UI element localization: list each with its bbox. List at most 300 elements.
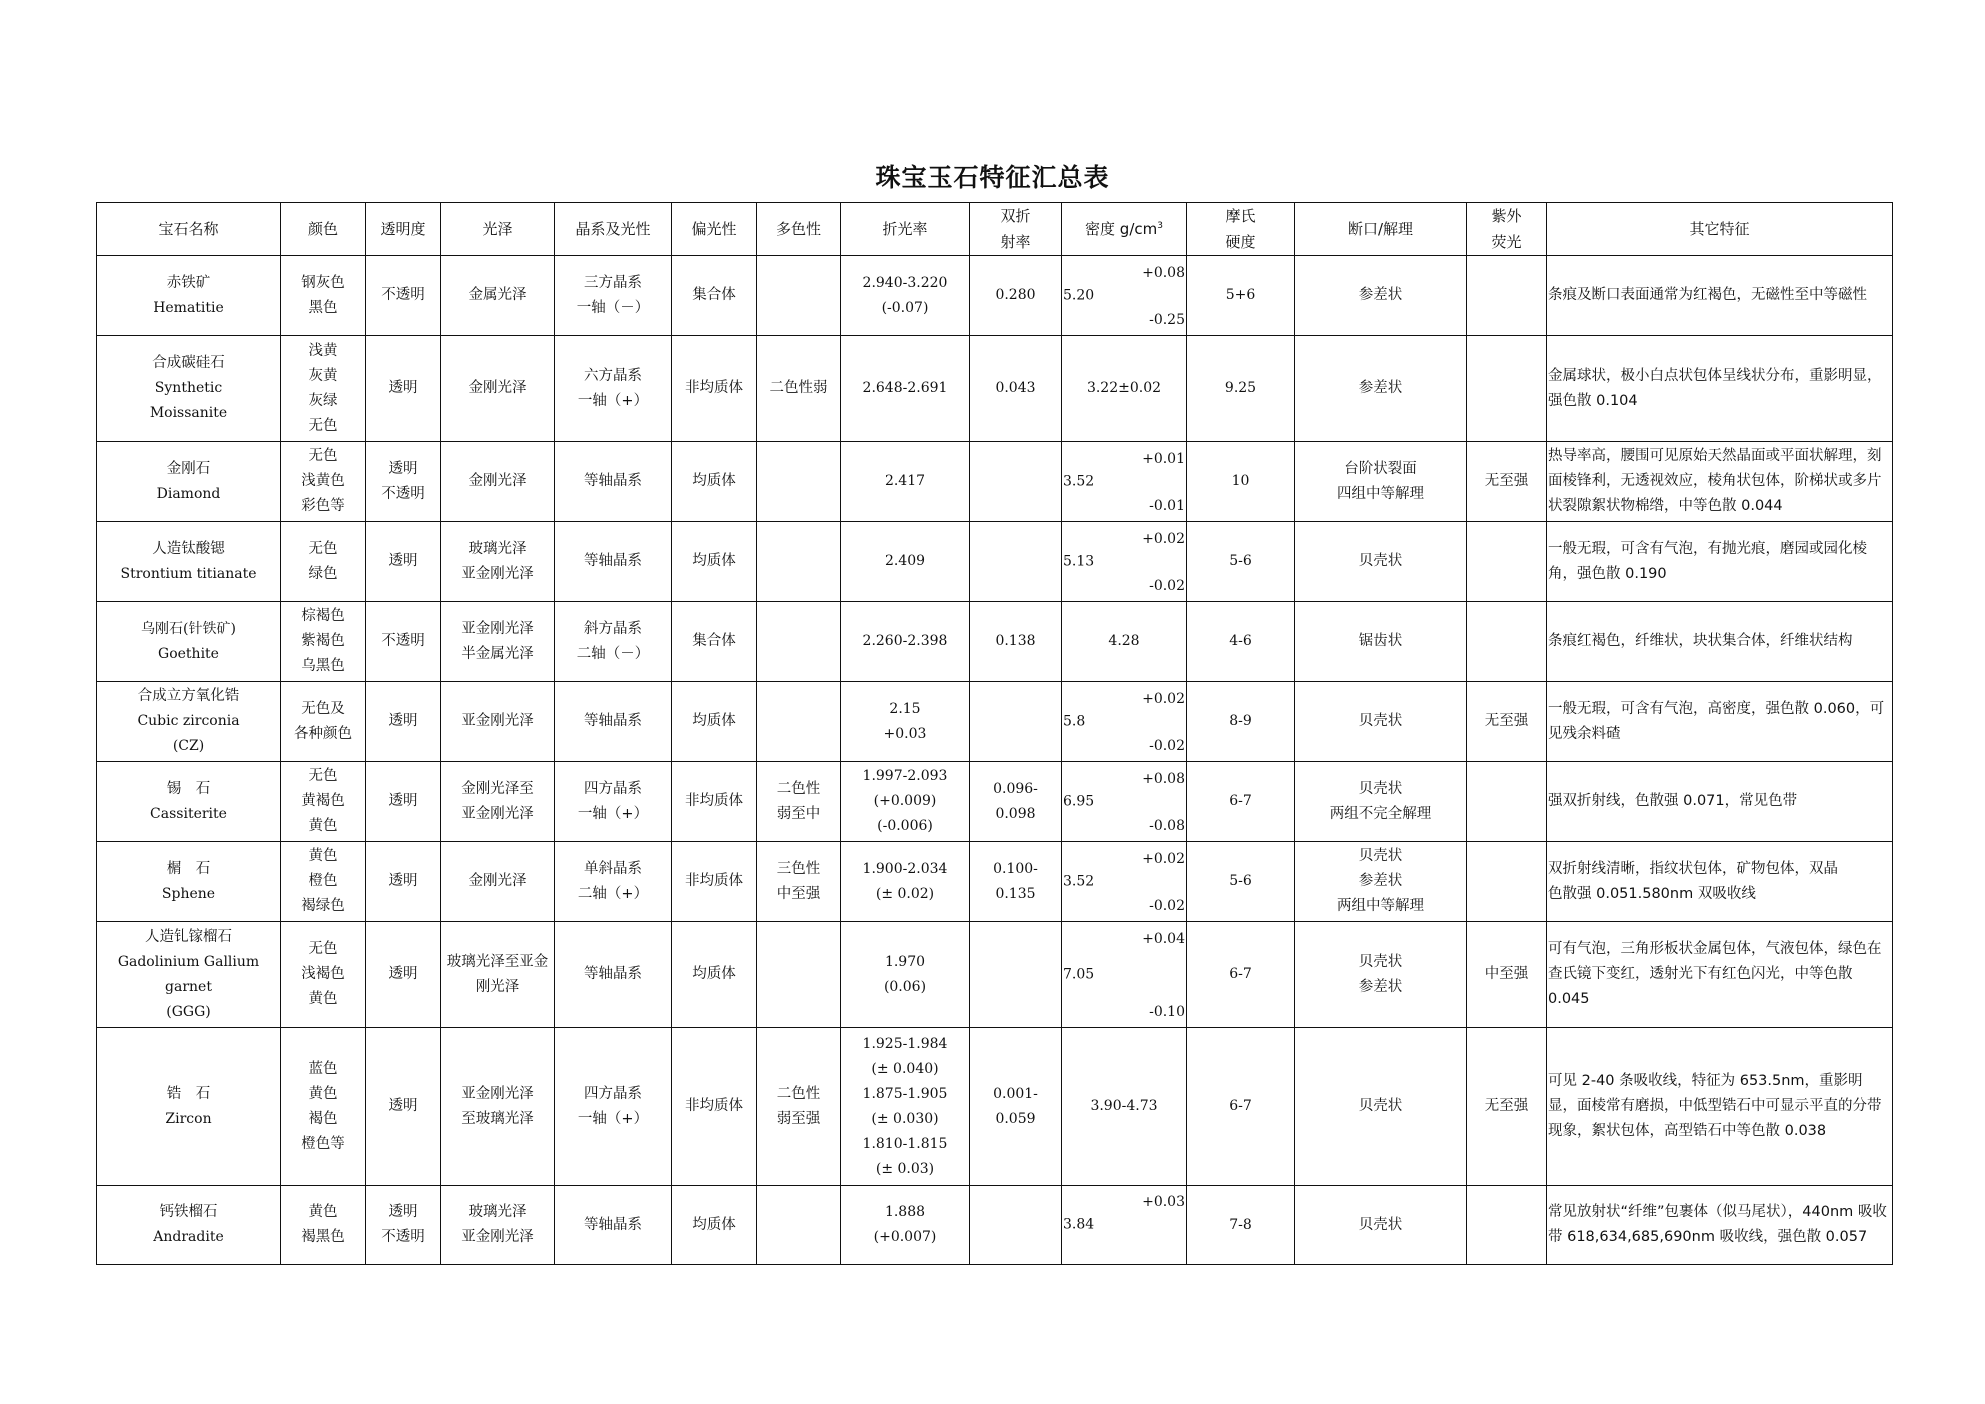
cell-pleochroism bbox=[757, 336, 841, 442]
density-value: 5.8 bbox=[1063, 713, 1086, 729]
cell-luster bbox=[441, 336, 555, 442]
color-line: 无色 bbox=[308, 540, 338, 557]
transparency-line: 透明 bbox=[388, 1204, 418, 1220]
cell-uv bbox=[1467, 762, 1547, 842]
cell-luster bbox=[441, 442, 555, 522]
uv-line: 无至强 bbox=[1484, 713, 1529, 729]
density-value: 6.95 bbox=[1063, 793, 1095, 809]
color-line: 橙色 bbox=[308, 873, 338, 889]
polarization-line: 集合体 bbox=[692, 287, 736, 303]
cell-ri bbox=[841, 762, 970, 842]
cell-polarization bbox=[672, 1186, 757, 1265]
header-label: 偏光性 bbox=[691, 220, 737, 238]
luster-line: 亚金刚光泽 bbox=[461, 565, 534, 582]
ri-line: 1.925-1.984 bbox=[862, 1035, 948, 1052]
cell-pleochroism bbox=[757, 256, 841, 336]
cell-polarization bbox=[672, 602, 757, 682]
header-label: 多色性 bbox=[775, 220, 821, 238]
cell-color bbox=[281, 1186, 366, 1265]
luster-line: 金刚光泽 bbox=[468, 473, 527, 489]
cell-fracture bbox=[1295, 522, 1467, 602]
header-label: 紫外 bbox=[1491, 207, 1522, 225]
table-row bbox=[97, 1028, 1893, 1186]
cell-polarization bbox=[672, 682, 757, 762]
color-line: 乌黑色 bbox=[301, 658, 345, 674]
density-value: 7.05 bbox=[1063, 966, 1095, 982]
birefringence-line: 0.135 bbox=[995, 885, 1036, 902]
density-lower-tolerance: -0.01 bbox=[1149, 497, 1185, 514]
cell-pleochroism bbox=[757, 522, 841, 602]
header-uv bbox=[1467, 203, 1547, 256]
cell-crystal bbox=[555, 922, 672, 1028]
cell-transparency bbox=[366, 762, 441, 842]
cell-pleochroism bbox=[757, 842, 841, 922]
luster-line: 刚光泽 bbox=[475, 978, 520, 995]
name-line: Sphene bbox=[161, 885, 216, 902]
header-label: 双折 bbox=[1000, 207, 1031, 225]
cell-polarization bbox=[672, 442, 757, 522]
cell-pleochroism bbox=[757, 762, 841, 842]
cell-pleochroism bbox=[757, 1186, 841, 1265]
transparency-line: 透明 bbox=[388, 793, 418, 809]
color-line: 灰黄 bbox=[308, 367, 338, 384]
ri-line: +0.03 bbox=[883, 725, 927, 742]
color-line: 浅褐色 bbox=[301, 966, 345, 982]
polarization-line: 非均质体 bbox=[685, 380, 743, 396]
density-value: 3.90-4.73 bbox=[1090, 1098, 1158, 1114]
cell-pleochroism bbox=[757, 602, 841, 682]
density-upper-tolerance: +0.01 bbox=[1142, 450, 1185, 467]
crystal-line: 四方晶系 bbox=[584, 780, 642, 797]
cell-polarization bbox=[672, 522, 757, 602]
transparency-line: 透明 bbox=[388, 460, 418, 477]
cell-luster bbox=[441, 842, 555, 922]
cell-transparency bbox=[366, 336, 441, 442]
cell-luster bbox=[441, 1186, 555, 1265]
luster-line: 金刚光泽 bbox=[468, 380, 527, 396]
ri-line: (± 0.02) bbox=[875, 885, 935, 902]
name-line: (GGG) bbox=[166, 1003, 211, 1020]
name-line: Moissanite bbox=[149, 405, 228, 421]
cell-hardness bbox=[1187, 522, 1295, 602]
unit-superscript: 3 bbox=[1157, 221, 1163, 231]
name-line: Hematitie bbox=[153, 299, 224, 316]
cell-crystal bbox=[555, 1028, 672, 1186]
cell-color bbox=[281, 922, 366, 1028]
cell-transparency bbox=[366, 1186, 441, 1265]
cell-ri bbox=[841, 522, 970, 602]
fracture-line: 两组中等解理 bbox=[1337, 898, 1424, 914]
color-line: 蓝色 bbox=[308, 1060, 338, 1077]
name-line: 榍 石 bbox=[166, 860, 211, 877]
crystal-line: 等轴晶系 bbox=[584, 966, 642, 982]
name-line: Goethite bbox=[158, 645, 219, 662]
cell-color bbox=[281, 842, 366, 922]
cell-name bbox=[97, 522, 281, 602]
cell-fracture bbox=[1295, 762, 1467, 842]
name-line: 金刚石 bbox=[166, 460, 211, 477]
header-label: 晶系及光性 bbox=[575, 220, 651, 238]
density-lower-tolerance: -0.08 bbox=[1149, 817, 1185, 834]
cell-crystal bbox=[555, 602, 672, 682]
color-line: 彩色等 bbox=[301, 498, 345, 514]
fracture-line: 锯齿状 bbox=[1358, 633, 1403, 649]
cell-polarization bbox=[672, 842, 757, 922]
transparency-line: 透明 bbox=[388, 966, 418, 982]
luster-line: 亚金刚光泽 bbox=[461, 805, 534, 822]
cell-transparency bbox=[366, 442, 441, 522]
cell-other bbox=[1547, 682, 1893, 762]
hardness-line: 6-7 bbox=[1229, 793, 1252, 809]
cell-luster bbox=[441, 602, 555, 682]
other-text: 双折射线清晰，指纹状包体，矿物包体，双晶 bbox=[1548, 860, 1838, 877]
cell-uv bbox=[1467, 336, 1547, 442]
cell-density bbox=[1062, 1186, 1187, 1265]
hardness-line: 10 bbox=[1231, 473, 1250, 489]
name-line: 人造钆镓榴石 bbox=[145, 928, 232, 945]
fracture-line: 贝壳状 bbox=[1358, 848, 1403, 864]
pleochroism-line: 弱至中 bbox=[776, 805, 821, 822]
cell-density bbox=[1062, 682, 1187, 762]
luster-line: 亚金刚光泽 bbox=[461, 1085, 534, 1102]
hardness-line: 4-6 bbox=[1229, 633, 1252, 649]
color-line: 无色及 bbox=[301, 700, 345, 717]
pleochroism-line: 中至强 bbox=[776, 885, 821, 902]
cell-polarization bbox=[672, 336, 757, 442]
cell-birefringence bbox=[970, 1028, 1062, 1186]
cell-density bbox=[1062, 922, 1187, 1028]
fracture-line: 参差状 bbox=[1358, 287, 1403, 303]
ri-line: (+0.007) bbox=[873, 1229, 937, 1245]
polarization-line: 集合体 bbox=[692, 633, 736, 649]
color-line: 无色 bbox=[308, 768, 338, 784]
color-line: 钢灰色 bbox=[301, 274, 345, 291]
name-line: Diamond bbox=[156, 485, 221, 502]
cell-crystal bbox=[555, 842, 672, 922]
cell-other bbox=[1547, 762, 1893, 842]
birefringence-line: 0.043 bbox=[995, 380, 1036, 396]
cell-fracture bbox=[1295, 682, 1467, 762]
cell-hardness bbox=[1187, 682, 1295, 762]
density-value: 3.22±0.02 bbox=[1086, 380, 1162, 396]
crystal-line: 等轴晶系 bbox=[584, 713, 642, 729]
fracture-line: 贝壳状 bbox=[1358, 1098, 1403, 1114]
ri-line: 1.997-2.093 bbox=[862, 768, 948, 784]
cell-crystal bbox=[555, 442, 672, 522]
density-upper-tolerance: +0.04 bbox=[1142, 930, 1185, 947]
cell-transparency bbox=[366, 602, 441, 682]
uv-line: 中至强 bbox=[1484, 966, 1529, 982]
density-value: 3.84 bbox=[1063, 1216, 1095, 1233]
name-line: 锡 石 bbox=[166, 780, 211, 797]
color-line: 紫褐色 bbox=[301, 633, 345, 649]
table-row bbox=[97, 336, 1893, 442]
gem-feature-table bbox=[96, 202, 1893, 1265]
cell-transparency bbox=[366, 842, 441, 922]
crystal-line: 等轴晶系 bbox=[584, 553, 642, 569]
cell-other bbox=[1547, 602, 1893, 682]
cell-transparency bbox=[366, 682, 441, 762]
header-pleochroism bbox=[757, 203, 841, 256]
name-line: Cubic zirconia bbox=[137, 713, 240, 729]
density-upper-tolerance: +0.02 bbox=[1142, 850, 1185, 867]
cell-ri bbox=[841, 682, 970, 762]
density-value: 5.13 bbox=[1063, 553, 1095, 569]
header-label: 宝石名称 bbox=[158, 220, 219, 238]
header-label: 硬度 bbox=[1225, 233, 1256, 251]
ri-line: (± 0.03) bbox=[875, 1160, 935, 1177]
cell-name bbox=[97, 762, 281, 842]
density-upper-tolerance: +0.02 bbox=[1142, 690, 1185, 707]
other-text: 色散强 0.051.580nm 双吸收线 bbox=[1548, 885, 1756, 902]
hardness-line: 6-7 bbox=[1229, 1098, 1252, 1114]
cell-birefringence bbox=[970, 442, 1062, 522]
cell-crystal bbox=[555, 336, 672, 442]
cell-pleochroism bbox=[757, 682, 841, 762]
header-density bbox=[1062, 203, 1187, 256]
cell-pleochroism bbox=[757, 442, 841, 522]
ri-line: (0.06) bbox=[883, 978, 927, 995]
fracture-line: 贝壳状 bbox=[1358, 780, 1403, 797]
header-label: 透明度 bbox=[380, 220, 426, 238]
cell-hardness bbox=[1187, 602, 1295, 682]
crystal-line: 三方晶系 bbox=[584, 274, 642, 291]
cell-uv bbox=[1467, 522, 1547, 602]
cell-birefringence bbox=[970, 336, 1062, 442]
cell-hardness bbox=[1187, 762, 1295, 842]
ri-line: 1.900-2.034 bbox=[862, 860, 948, 877]
cell-fracture bbox=[1295, 336, 1467, 442]
cell-density bbox=[1062, 256, 1187, 336]
cell-birefringence bbox=[970, 522, 1062, 602]
table-row bbox=[97, 442, 1893, 522]
ri-line: 2.15 bbox=[889, 700, 921, 717]
fracture-line: 参差状 bbox=[1358, 380, 1403, 396]
density-value: 4.28 bbox=[1108, 633, 1140, 649]
cell-fracture bbox=[1295, 256, 1467, 336]
header-fracture bbox=[1295, 203, 1467, 256]
hardness-line: 7-8 bbox=[1229, 1216, 1252, 1233]
other-text: 一般无瑕，可含有气泡，高密度，强色散 0.060，可见残余料碴 bbox=[1548, 700, 1885, 742]
density-upper-tolerance: +0.02 bbox=[1142, 530, 1185, 547]
cell-ri bbox=[841, 842, 970, 922]
cell-other bbox=[1547, 922, 1893, 1028]
transparency-line: 不透明 bbox=[381, 485, 425, 502]
name-line: (CZ) bbox=[172, 738, 205, 754]
cell-name bbox=[97, 1028, 281, 1186]
cell-fracture bbox=[1295, 1186, 1467, 1265]
cell-transparency bbox=[366, 922, 441, 1028]
density-lower-tolerance: -0.02 bbox=[1149, 737, 1185, 754]
table-row bbox=[97, 842, 1893, 922]
cell-other bbox=[1547, 842, 1893, 922]
crystal-line: 一轴（+） bbox=[577, 805, 649, 822]
cell-pleochroism bbox=[757, 922, 841, 1028]
luster-line: 玻璃光泽至亚金 bbox=[446, 953, 549, 970]
polarization-line: 均质体 bbox=[692, 553, 736, 569]
color-line: 褐色 bbox=[308, 1110, 338, 1127]
cell-hardness bbox=[1187, 1186, 1295, 1265]
cell-polarization bbox=[672, 922, 757, 1028]
polarization-line: 均质体 bbox=[692, 473, 736, 489]
luster-line: 至玻璃光泽 bbox=[461, 1110, 534, 1127]
ri-line: 2.417 bbox=[884, 473, 926, 489]
cell-luster bbox=[441, 682, 555, 762]
cell-ri bbox=[841, 336, 970, 442]
polarization-line: 均质体 bbox=[692, 966, 736, 982]
header-name bbox=[97, 203, 281, 256]
fracture-line: 两组不完全解理 bbox=[1329, 805, 1432, 822]
name-line: Synthetic bbox=[154, 380, 223, 396]
cell-name bbox=[97, 442, 281, 522]
cell-name bbox=[97, 1186, 281, 1265]
name-line: 锆 石 bbox=[166, 1085, 211, 1102]
crystal-line: 二轴（+） bbox=[577, 885, 649, 902]
cell-other bbox=[1547, 522, 1893, 602]
ri-line: 1.875-1.905 bbox=[862, 1085, 948, 1102]
fracture-line: 贝壳状 bbox=[1358, 713, 1403, 729]
cell-uv bbox=[1467, 1028, 1547, 1186]
cell-uv bbox=[1467, 602, 1547, 682]
cell-polarization bbox=[672, 256, 757, 336]
cell-fracture bbox=[1295, 922, 1467, 1028]
ri-line: 1.810-1.815 bbox=[862, 1135, 948, 1152]
cell-ri bbox=[841, 256, 970, 336]
density-upper-tolerance: +0.08 bbox=[1142, 770, 1185, 787]
transparency-line: 不透明 bbox=[381, 633, 425, 649]
header-ri bbox=[841, 203, 970, 256]
color-line: 褐绿色 bbox=[301, 898, 345, 914]
cell-hardness bbox=[1187, 256, 1295, 336]
color-line: 黄色 bbox=[308, 818, 338, 834]
transparency-line: 透明 bbox=[388, 873, 418, 889]
name-line: Gadolinium Gallium bbox=[117, 953, 260, 970]
cell-fracture bbox=[1295, 442, 1467, 522]
other-text: 热导率高，腰围可见原始天然晶面或平面状解理，刻面棱锋利，无透视效应，棱角状包体，阶梯状或多片状裂隙絮状物棉绺，中等色散 0.044 bbox=[1548, 448, 1882, 514]
transparency-line: 透明 bbox=[388, 380, 418, 396]
cell-birefringence bbox=[970, 1186, 1062, 1265]
header-label: 折光率 bbox=[882, 220, 928, 238]
cell-uv bbox=[1467, 922, 1547, 1028]
fracture-line: 贝壳状 bbox=[1358, 553, 1403, 569]
hardness-line: 9.25 bbox=[1224, 380, 1257, 396]
polarization-line: 非均质体 bbox=[685, 873, 743, 889]
density-lower-tolerance: -0.25 bbox=[1149, 311, 1185, 328]
color-line: 黄色 bbox=[308, 991, 338, 1007]
name-line: Strontium titianate bbox=[120, 565, 257, 582]
crystal-line: 六方晶系 bbox=[584, 367, 642, 384]
cell-color bbox=[281, 602, 366, 682]
cell-birefringence bbox=[970, 256, 1062, 336]
cell-birefringence bbox=[970, 682, 1062, 762]
header-luster bbox=[441, 203, 555, 256]
name-line: 合成碳硅石 bbox=[152, 355, 225, 371]
table-header-row bbox=[97, 203, 1893, 256]
cell-birefringence bbox=[970, 922, 1062, 1028]
header-transparency bbox=[366, 203, 441, 256]
cell-polarization bbox=[672, 1028, 757, 1186]
color-line: 无色 bbox=[308, 417, 338, 434]
table-row bbox=[97, 602, 1893, 682]
luster-line: 金刚光泽 bbox=[468, 873, 527, 889]
birefringence-line: 0.001- bbox=[993, 1085, 1038, 1102]
birefringence-line: 0.098 bbox=[995, 805, 1036, 822]
header-birefringence bbox=[970, 203, 1062, 256]
header-polarization bbox=[672, 203, 757, 256]
header-hardness bbox=[1187, 203, 1295, 256]
cell-name bbox=[97, 336, 281, 442]
polarization-line: 非均质体 bbox=[685, 793, 743, 809]
color-line: 褐黑色 bbox=[301, 1229, 345, 1245]
cell-other bbox=[1547, 442, 1893, 522]
name-line: 钙铁榴石 bbox=[159, 1204, 218, 1220]
cell-other bbox=[1547, 1028, 1893, 1186]
header-label: 其它特征 bbox=[1689, 220, 1750, 238]
fracture-line: 四组中等解理 bbox=[1337, 485, 1424, 502]
header-label: 光泽 bbox=[482, 220, 513, 238]
header-label: 摩氏 bbox=[1225, 207, 1256, 225]
cell-hardness bbox=[1187, 922, 1295, 1028]
cell-hardness bbox=[1187, 842, 1295, 922]
density-upper-tolerance: +0.08 bbox=[1142, 264, 1185, 281]
header-crystal bbox=[555, 203, 672, 256]
cell-color bbox=[281, 336, 366, 442]
hardness-line: 5-6 bbox=[1229, 873, 1252, 889]
density-lower-tolerance: -0.02 bbox=[1149, 897, 1185, 914]
cell-uv bbox=[1467, 256, 1547, 336]
transparency-line: 不透明 bbox=[381, 287, 425, 303]
luster-line: 亚金刚光泽 bbox=[461, 713, 534, 729]
density-value: 3.52 bbox=[1063, 473, 1095, 489]
cell-color bbox=[281, 682, 366, 762]
cell-color bbox=[281, 1028, 366, 1186]
cell-density bbox=[1062, 1028, 1187, 1186]
color-line: 黄色 bbox=[308, 848, 338, 864]
cell-ri bbox=[841, 602, 970, 682]
name-line: 乌刚石(针铁矿) bbox=[141, 620, 236, 637]
table-row bbox=[97, 762, 1893, 842]
birefringence-line: 0.096- bbox=[993, 780, 1038, 797]
hardness-line: 6-7 bbox=[1229, 966, 1252, 982]
name-line: garnet bbox=[165, 978, 212, 995]
color-line: 无色 bbox=[308, 941, 338, 957]
color-line: 黄褐色 bbox=[301, 793, 345, 809]
polarization-line: 非均质体 bbox=[685, 1098, 743, 1114]
cell-ri bbox=[841, 442, 970, 522]
header-label: 断口/解理 bbox=[1347, 220, 1414, 238]
ri-line: 1.970 bbox=[884, 953, 926, 970]
ri-line: 2.409 bbox=[884, 553, 926, 569]
cell-uv bbox=[1467, 842, 1547, 922]
ri-line: 1.888 bbox=[884, 1204, 926, 1220]
cell-crystal bbox=[555, 1186, 672, 1265]
cell-luster bbox=[441, 522, 555, 602]
transparency-line: 透明 bbox=[388, 713, 418, 729]
other-text: 可有气泡，三角形板状金属包体，气液包体，绿色在查氏镜下变红，透射光下有红色闪光，中等色散 0.045 bbox=[1548, 941, 1882, 1007]
cell-crystal bbox=[555, 762, 672, 842]
color-line: 黑色 bbox=[308, 299, 338, 316]
cell-density bbox=[1062, 442, 1187, 522]
name-line: Zircon bbox=[165, 1110, 212, 1127]
transparency-line: 透明 bbox=[388, 1098, 418, 1114]
cell-ri bbox=[841, 1186, 970, 1265]
crystal-line: 一轴（+） bbox=[577, 1110, 649, 1127]
other-text: 条痕及断口表面通常为红褐色，无磁性至中等磁性 bbox=[1548, 287, 1867, 303]
polarization-line: 均质体 bbox=[692, 1216, 736, 1233]
header-label: 密度 $g/cm^3$ bbox=[1085, 220, 1163, 238]
ri-line: (± 0.040) bbox=[871, 1060, 939, 1077]
luster-line: 金刚光泽至 bbox=[461, 780, 534, 797]
